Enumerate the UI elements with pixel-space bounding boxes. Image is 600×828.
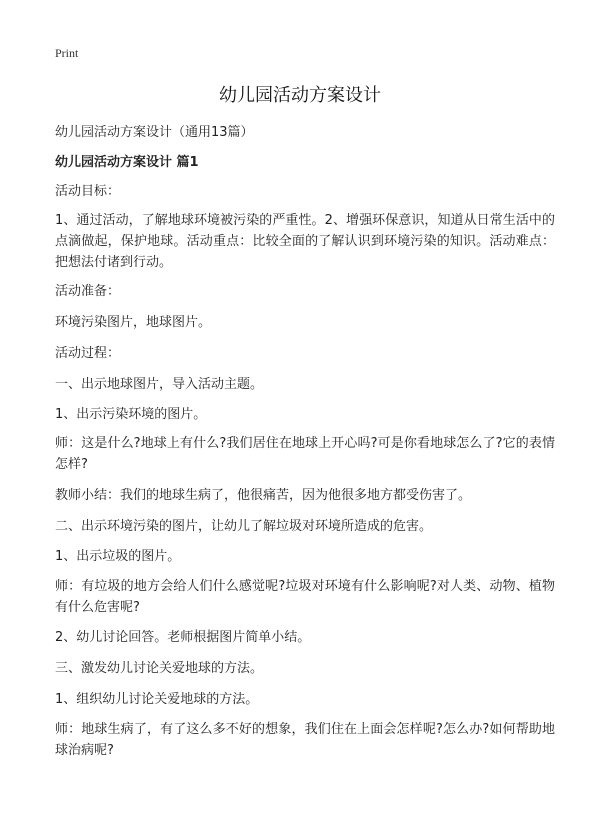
paragraph-goals-label: 活动目标：	[55, 184, 121, 199]
document-title: 幼儿园活动方案设计	[219, 85, 381, 106]
paragraph-goals-content: 1、通过活动，了解地球环境被污染的严重性。2、增强环保意识，知道从日常生活中的点滴做起，保护地球。活动重点：比较全面的了解认识到环境污染的知识。活动难点：把想法付诸到行动。	[55, 213, 555, 270]
paragraph-step-one: 一、出示地球图片，导入活动主题。	[55, 377, 264, 392]
paragraph-preparation-content: 环境污染图片，地球图片。	[55, 315, 212, 330]
paragraph-preparation-label: 活动准备：	[55, 284, 121, 299]
section-heading: 幼儿园活动方案设计 篇1	[55, 155, 199, 170]
paragraph-teacher-question-3: 师：地球生病了，有了这么多不好的想象，我们住在上面会怎样呢?怎么办?如何帮助地球治病呢?	[55, 722, 555, 758]
paragraph-step-two: 二、出示环境污染的图片，让幼儿了解垃圾对环境所造成的危害。	[55, 519, 433, 534]
document-subtitle: 幼儿园活动方案设计（通用13篇）	[55, 125, 254, 140]
paragraph-step-three-1: 1、组织幼儿讨论关爱地球的方法。	[55, 692, 259, 707]
paragraph-process-label: 活动过程：	[55, 346, 121, 361]
paragraph-teacher-question-1: 师：这是什么?地球上有什么?我们居住在地球上开心吗?可是你看地球怎么了?它的表情怎样?	[55, 436, 555, 472]
paragraph-step-two-1: 1、出示垃圾的图片。	[55, 549, 181, 564]
paragraph-step-one-1: 1、出示污染环境的图片。	[55, 407, 207, 422]
paragraph-teacher-summary: 教师小结：我们的地球生病了，他很痛苦，因为他很多地方都受伤害了。	[55, 488, 472, 503]
paragraph-step-three: 三、激发幼儿讨论关爱地球的方法。	[55, 661, 264, 676]
paragraph-step-two-2: 2、幼儿讨论回答。老师根据图片简单小结。	[55, 630, 311, 645]
print-label: Print	[55, 46, 79, 60]
paragraph-teacher-question-2: 师：有垃圾的地方会给人们什么感觉呢?垃圾对环境有什么影响呢?对人类、动物、植物有什么危害呢?	[55, 579, 555, 615]
